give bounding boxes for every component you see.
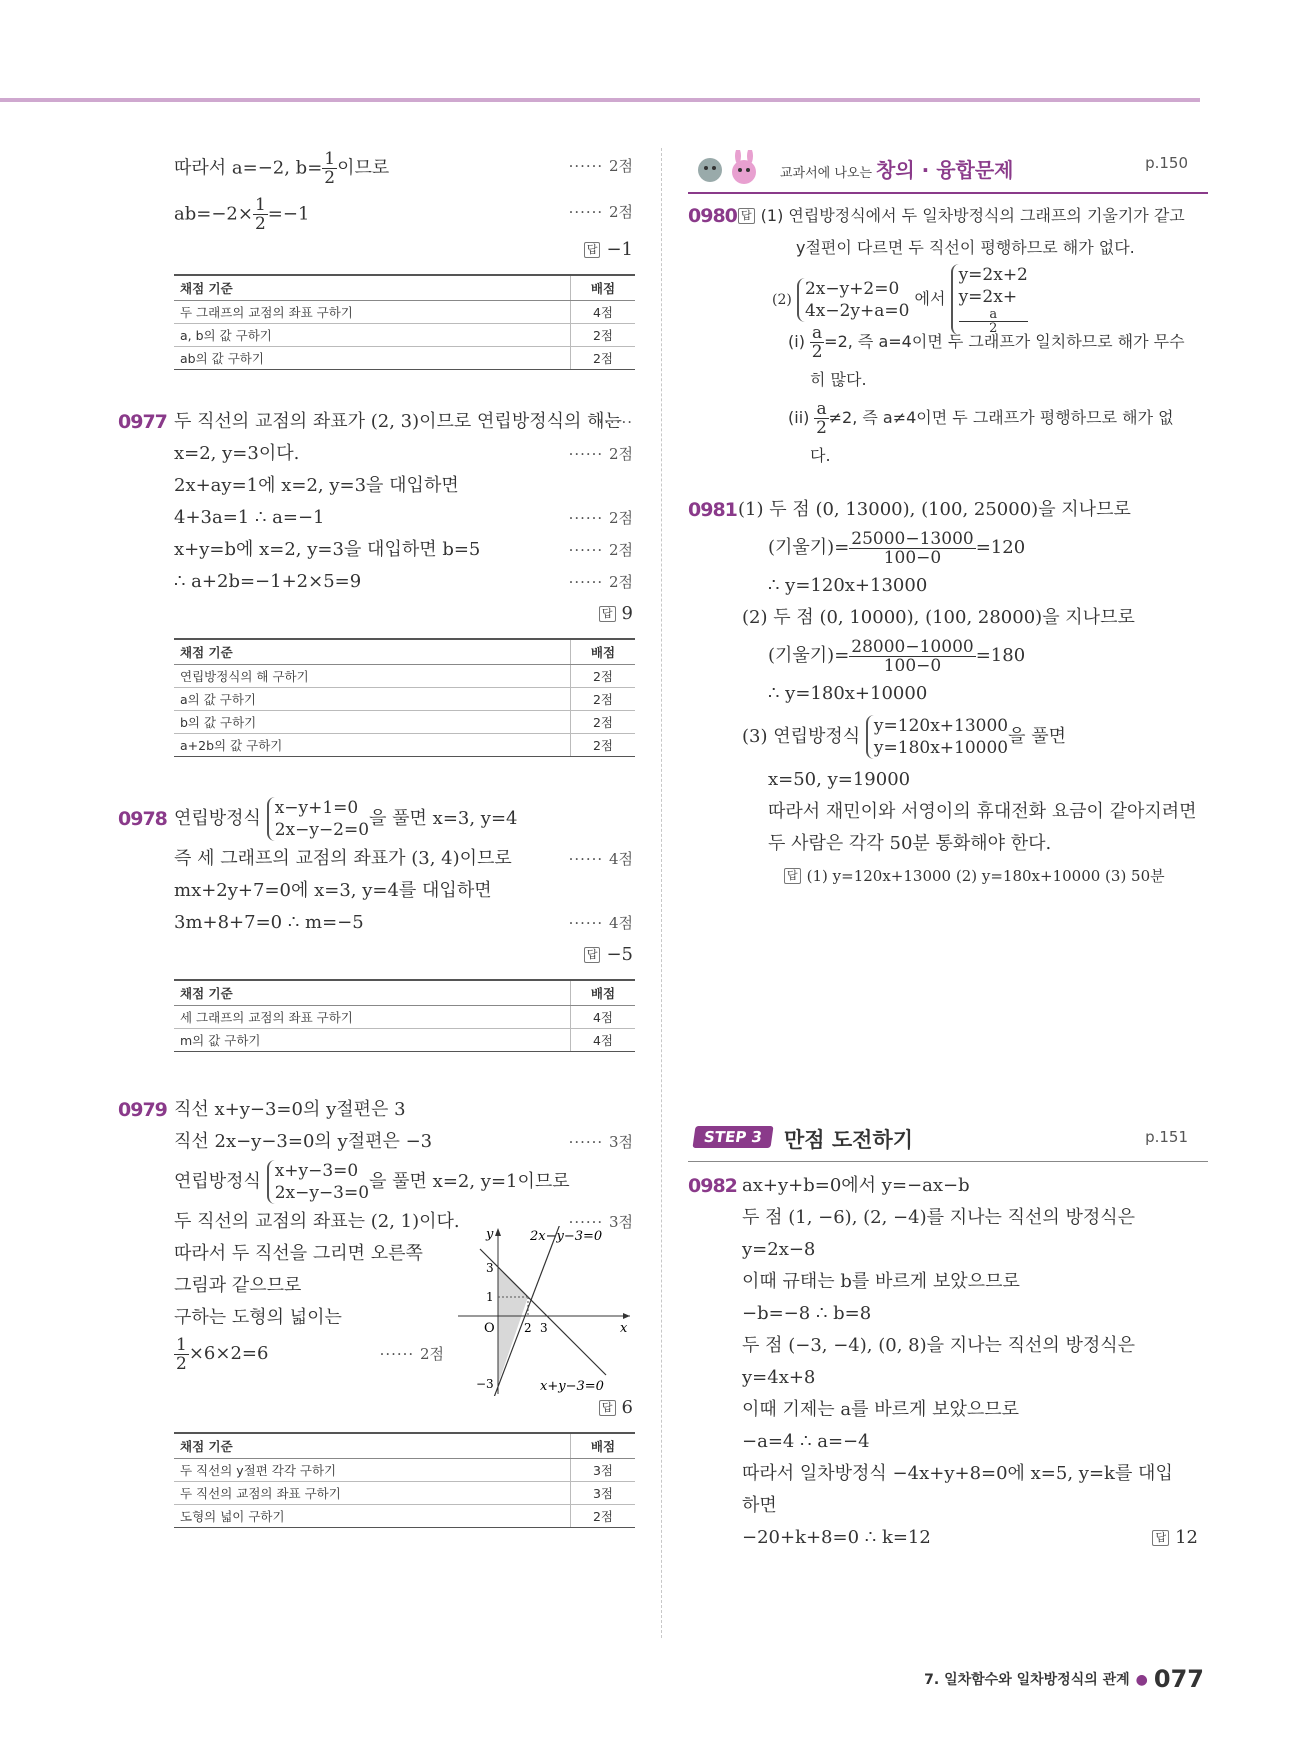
solution-0978: 0978 연립방정식 x−y+1=0 2x−y−2=0 을 풀면 x=3, y=4 즉 세 그래프의 교점의 좌표가 (3, 4)이므로 ······ 4점 mx+2y+7=0에 x=3, y=4를 대입하면 3m+8+7=0 ∴ m=−5 ······ 4점 답 −5 채점 기준 배점 세 그래프의 교점의 좌표 구하기 4점 m의 값 구하기 4점 <box>118 795 633 1052</box>
solution-0980: 0980 답 (1) 연립방정식에서 두 일차방정식의 그래프의 기울기가 같고 y절편이 다르면 두 직선이 평행하므로 해가 없다. (2) 2x−y+2=0 4x−2y+a=0 에서 y=2x+2 y=2x+ a 2 (i) $\frac{a}{2}$ =2, 즉 a=4이면 두 그래프가 일치하므로 해가 무수 히 많다. (ii) $\frac{a}{2}$ ≠2, 즉 a≠4이면 두 그래프가 평행하므로 해가 없 다. <box>688 200 1208 472</box>
table-row: 두 직선의 y절편 각각 구하기 3점 <box>174 1459 635 1482</box>
answer-0976: 답 −1 <box>118 234 633 266</box>
grading-table-0978: 채점 기준 배점 세 그래프의 교점의 좌표 구하기 4점 m의 값 구하기 4점 <box>174 979 635 1052</box>
points: ······ 2점 <box>569 150 633 182</box>
section-header-step3 <box>688 1118 1208 1162</box>
tick-label-x2: 2 <box>524 1321 532 1335</box>
mascot-icon <box>692 150 772 190</box>
y-axis-label: y <box>486 1227 494 1242</box>
answer-0981: 답 (1) y=120x+13000 (2) y=180x+10000 (3) 50분 <box>688 860 1208 892</box>
tick-label-minus3: −3 <box>476 1377 494 1391</box>
table-row: a, b의 값 구하기 2점 <box>174 324 635 347</box>
right-column <box>688 150 1208 1554</box>
equation-system: x−y+1=0 2x−y−2=0 <box>267 797 369 841</box>
grading-table-0979: 채점 기준 배점 두 직선의 y절편 각각 구하기 3점 두 직선의 교점의 좌표 구하기 3점 도형의 넓이 구하기 2점 <box>174 1432 635 1528</box>
problem-number: 0982 <box>688 1175 737 1197</box>
table-row: a의 값 구하기 2점 <box>174 688 635 711</box>
table-row: ab의 값 구하기 2점 <box>174 347 635 370</box>
x-axis-label: x <box>620 1321 628 1336</box>
section-header-creative <box>688 150 1208 194</box>
table-row: 세 그래프의 교점의 좌표 구하기 4점 <box>174 1006 635 1029</box>
problem-number: 0978 <box>118 808 167 830</box>
table-row: m의 값 구하기 4점 <box>174 1029 635 1052</box>
page-reference: p.151 <box>1145 1128 1188 1146</box>
solution-0976-line1: 따라서 a=−2, b= $\frac{1}{2}$ 이므로 ······ 2점 <box>118 150 633 182</box>
left-column <box>118 150 633 1528</box>
table-row: 두 직선의 교점의 좌표 구하기 3점 <box>174 1482 635 1505</box>
answer-0982: 답 12 <box>1152 1522 1198 1554</box>
table-row: a+2b의 값 구하기 2점 <box>174 734 635 757</box>
tick-label-x3: 3 <box>540 1321 548 1335</box>
column-divider <box>661 148 662 1638</box>
graph-0979 <box>458 1226 633 1396</box>
tick-label-1: 1 <box>486 1290 494 1304</box>
solution-0979: 0979 직선 x+y−3=0의 y절편은 3 직선 2x−y−3=0의 y절편은 −3 ······ 3점 연립방정식 x+y−3=0 2x−y−3=0 을 풀면 x=2, y=1이므로 두 직선의 교점의 좌표는 (2, 1)이다. ······ 3점 따라서 두 직선을 그리면 오른쪽 그림과 같으므로 구하는 도형의 넓이는 $\frac{1}{2}$ ×6×2=6 ······ 2점 y x O 3 1 −3 2 3 2x−y−3=0 x+y−3=0 답 6 채점 기준 배점 두 직선의 y절편 각각 구하기 3점 두 직선의 교점의 좌표 구하기 3점 도형의 넓이 구하기 2점 <box>118 1094 633 1528</box>
origin-label: O <box>484 1321 495 1336</box>
grading-table-0976: 채점 기준 배점 두 그래프의 교점의 좌표 구하기 4점 a, b의 값 구하기 2점 ab의 값 구하기 2점 <box>174 274 635 370</box>
table-row: b의 값 구하기 2점 <box>174 711 635 734</box>
top-divider-bar <box>0 98 1200 102</box>
grading-table-0977: 채점 기준 배점 연립방정식의 해 구하기 2점 a의 값 구하기 2점 b의 값 구하기 2점 a+2b의 값 구하기 2점 <box>174 638 635 757</box>
page-number: 077 <box>1153 1665 1204 1693</box>
problem-number: 0980 <box>688 205 737 227</box>
table-row: 도형의 넓이 구하기 2점 <box>174 1505 635 1528</box>
solution-0977: 0977 두 직선의 교점의 좌표가 (2, 3)이므로 연립방정식의 해는 ······ x=2, y=3이다. ······ 2점 2x+ay=1에 x=2, y=3을 대입하면 4+3a=1 ∴ a=−1 ······ 2점 x+y=b에 x=2, y=3을 대입하면 b=5 ······ 2점 ∴ a+2b=−1+2×5=9 ······ 2점 답 9 채점 기준 배점 연립방정식의 해 구하기 2점 a의 값 구하기 2점 b의 값 구하기 2점 a+2b의 값 구하기 2점 <box>118 406 633 757</box>
points: ······ 2점 <box>569 196 633 228</box>
answer-0979: 답 6 <box>118 1392 633 1424</box>
table-row: 두 그래프의 교점의 좌표 구하기 4점 <box>174 301 635 324</box>
page-footer: 7. 일차함수와 일차방정식의 관계 ● 077 <box>924 1665 1204 1693</box>
page-reference: p.150 <box>1145 154 1188 172</box>
equation-system: x+y−3=0 2x−y−3=0 <box>267 1160 369 1204</box>
tick-label-3: 3 <box>486 1261 494 1275</box>
table-row: 연립방정식의 해 구하기 2점 <box>174 665 635 688</box>
solution-0976-line2: ab=−2× $\frac{1}{2}$ =−1 ······ 2점 <box>118 196 633 228</box>
step-badge: STEP 3 <box>692 1126 773 1148</box>
solution-0982: 0982 ax+y+b=0에서 y=−ax−b 두 점 (1, −6), (2, −4)를 지나는 직선의 방정식은 y=2x−8 이때 규태는 b를 바르게 보았으므로 −b=−8 ∴ b=8 두 점 (−3, −4), (0, 8)을 지나는 직선의 방정식은 y=4x+8 이때 기제는 a를 바르게 보았으므로 −a=4 ∴ a=−4 따라서 일차방정식 −4x+y+8=0에 x=5, y=k를 대입 하면 −20+k+8=0 ∴ k=12 답 12 <box>688 1170 1208 1554</box>
answer-0977: 답 9 <box>118 598 633 630</box>
problem-number: 0977 <box>118 411 167 433</box>
solution-0981: 0981 (1) 두 점 (0, 13000), (100, 25000)을 지나므로 (기울기)= $\frac{25000-13000}{100-0}$ =120 ∴ y=120x+13000 (2) 두 점 (0, 10000), (100, 28000)을 지나므로 (기울기)= $\frac{28000-10000}{100-0}$ =180 ∴ y=180x+10000 (3) 연립방정식 y=120x+13000 y=180x+10000 을 풀면 x=50, y=19000 따라서 재민이와 서영이의 휴대전화 요금이 같아지려면 두 사람은 각각 50분 통화해야 한다. 답 (1) y=120x+13000 (2) y=180x+10000 (3) 50분 <box>688 494 1208 892</box>
section-title: 교과서에 나오는 창의 · 융합문제 <box>780 158 1014 182</box>
section-title: 만점 도전하기 <box>784 1128 914 1152</box>
line-label-x-plus-y: x+y−3=0 <box>540 1379 604 1394</box>
answer-0978: 답 −5 <box>118 939 633 971</box>
problem-number: 0981 <box>688 499 737 521</box>
line-label-2x: 2x−y−3=0 <box>530 1229 603 1244</box>
problem-number: 0979 <box>118 1099 167 1121</box>
